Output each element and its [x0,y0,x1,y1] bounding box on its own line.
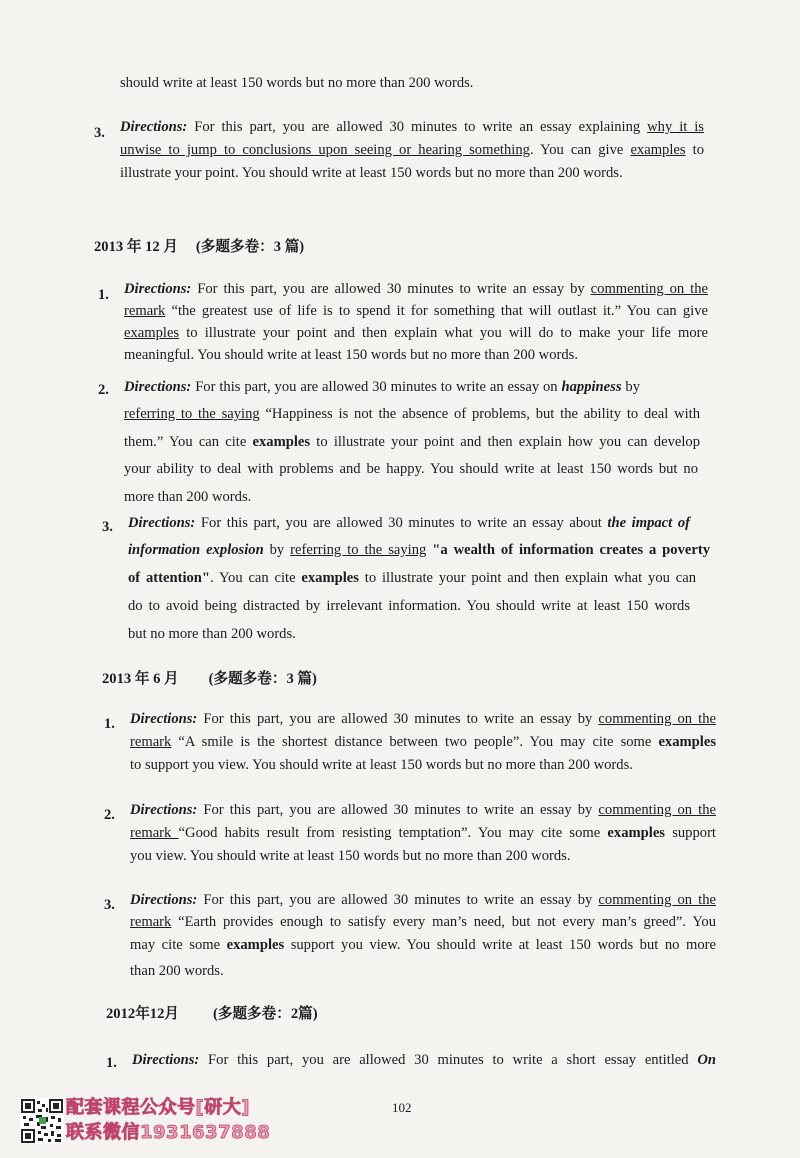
text: to illustrate your point and then explain what you will do to make your life more [179,325,708,341]
bold-text: examples [226,937,285,953]
question-line-1 [124,378,640,396]
question-line-3 [124,433,700,451]
text: For this part, you are allowed 30 minutes to write an essay by [197,802,599,818]
question-line-4: than 200 words. [130,963,224,979]
text: “Earth provides enough to satisfy every man’s need, but not every man’s greed”. You [171,914,716,930]
question-line-3: to support you view. You should write at least 150 words but no more than 200 words. [130,757,633,773]
emphasis-text: information explosion [128,542,264,558]
text: “Good habits result from resisting temptation”. You may cite some [178,825,608,841]
question-line-2 [130,733,716,751]
underlined-text: commenting on the [598,711,716,727]
bold-text: examples [252,434,311,450]
bold-text: "a wealth of information creates a poverty [432,542,711,558]
text: . You can give [529,142,631,158]
question-line-3: you view. You should write at least 150 words but no more than 200 words. [130,848,571,864]
question-line-1 [120,118,704,136]
question-line-1 [130,710,716,728]
question-line-1 [130,801,716,819]
question-number: 3. [102,519,113,535]
promo-text-wechat: 联系微信1931637888 [66,1122,271,1143]
text: by [263,542,291,558]
directions-label: Directions: [124,281,192,297]
directions-label: Directions: [128,515,196,531]
emphasis-text: On [697,1052,716,1068]
question-line-2 [124,302,708,320]
question-line-1 [124,280,708,298]
promo-text-course: 配套课程公众号[研大] [66,1097,250,1118]
underlined-text: remark [130,914,172,930]
question-number: 2. [98,382,109,398]
question-line-1 [132,1051,716,1069]
directions-label: Directions: [130,802,198,818]
text: “A smile is the shortest distance between two people”. You may cite some [171,734,659,750]
directions-label: Directions: [120,119,188,135]
question-number: 1. [104,716,115,732]
section-date: 2013 年 12 月 [94,239,178,255]
question-number: 3. [94,125,105,141]
section-tag: (多题多卷：2篇) [212,1006,318,1022]
underlined-text: examples [124,325,180,341]
question-line-4: meaningful. You should write at least 150 words but no more than 200 words. [124,347,578,363]
text: to illustrate your point and then explain how you can develop [310,434,700,450]
directions-label: Directions: [130,892,198,908]
question-line-2 [128,541,710,559]
text: For this part, you are allowed 30 minutes to write an essay by [197,892,599,908]
question-line-2 [120,141,704,159]
text: For this part, you are allowed 30 minutes to write an essay about [195,515,608,531]
text: by [621,379,641,395]
section-tag: (多题多卷：3 篇) [208,671,317,687]
text: For this part, you are allowed 30 minutes to write an essay explaining [187,119,648,135]
question-line-3 [124,324,708,342]
text: “the greatest use of life is to spend it for something that will outlast it.” You can give [165,303,708,319]
question-line-2 [130,913,716,931]
text: For this part, you are allowed 30 minutes to write a short essay entitled [199,1052,698,1068]
underlined-text: why it is [647,119,704,135]
text: to illustrate your point and then explain what you can [358,570,696,586]
underlined-text: remark [124,303,166,319]
section-heading-2013-12 [94,238,304,256]
bold-text: of attention" [128,570,211,586]
bold-text: examples [301,570,359,586]
text: For this part, you are allowed 30 minutes to write an essay by [197,711,599,727]
question-line-1 [128,514,690,532]
underlined-text: referring to the saying [290,542,427,558]
underlined-text: referring to the saying [124,406,260,422]
underlined-text: commenting on the [598,892,716,908]
text: to [685,142,705,158]
underlined-text: unwise to jump to conclusions upon seeing or hearing something [120,142,530,158]
section-tag: (多题多卷：3 篇) [195,239,305,255]
emphasis-text: the impact of [607,515,690,531]
text: support [664,825,716,841]
underlined-text: remark [130,734,172,750]
underlined-text: commenting on the [598,802,716,818]
emphasis-text: happiness [561,379,622,395]
text: For this part, you are allowed 30 minutes to write an essay by [191,281,591,297]
underlined-text: remark [130,825,179,841]
text: support you view. You should write at least 150 words but no more [284,937,716,953]
underlined-text: commenting on the [590,281,708,297]
intro-line: should write at least 150 words but no more than 200 words. [120,75,474,91]
question-number: 1. [98,287,109,303]
question-line-4: do to avoid being distracted by irrelevant information. You should write at least 150 words [128,598,690,614]
bold-text: examples [658,734,716,750]
text: “Happiness is not the absence of problems, but the ability to deal with [259,406,700,422]
qr-code-icon [20,1098,64,1144]
question-line-3 [130,936,716,954]
question-line-1 [130,891,716,909]
directions-label: Directions: [132,1052,200,1068]
text: may cite some [130,937,227,953]
section-heading-2013-06 [102,670,317,688]
question-number: 1. [106,1055,117,1071]
question-line-3: illustrate your point. You should write at least 150 words but no more than 200 words. [120,165,623,181]
question-line-2 [124,405,700,423]
text: them.” You can cite [124,434,253,450]
question-line-2 [130,824,716,842]
question-line-5: more than 200 words. [124,489,252,505]
directions-label: Directions: [124,379,192,395]
underlined-text: examples [630,142,686,158]
text: . You can cite [210,570,302,586]
section-date: 2012年12月 [106,1006,179,1022]
page-number: 102 [392,1100,412,1115]
question-line-3 [128,569,696,587]
directions-label: Directions: [130,711,198,727]
text: For this part, you are allowed 30 minutes to write an essay on [191,379,562,395]
bold-text: examples [607,825,665,841]
question-line-4: your ability to deal with problems and be happy. You should write at least 150 words but no [124,461,698,477]
section-date: 2013 年 6 月 [102,671,179,687]
question-number: 3. [104,897,115,913]
question-line-5: but no more than 200 words. [128,626,296,642]
section-heading-2012-12 [106,1005,318,1023]
question-number: 2. [104,807,115,823]
